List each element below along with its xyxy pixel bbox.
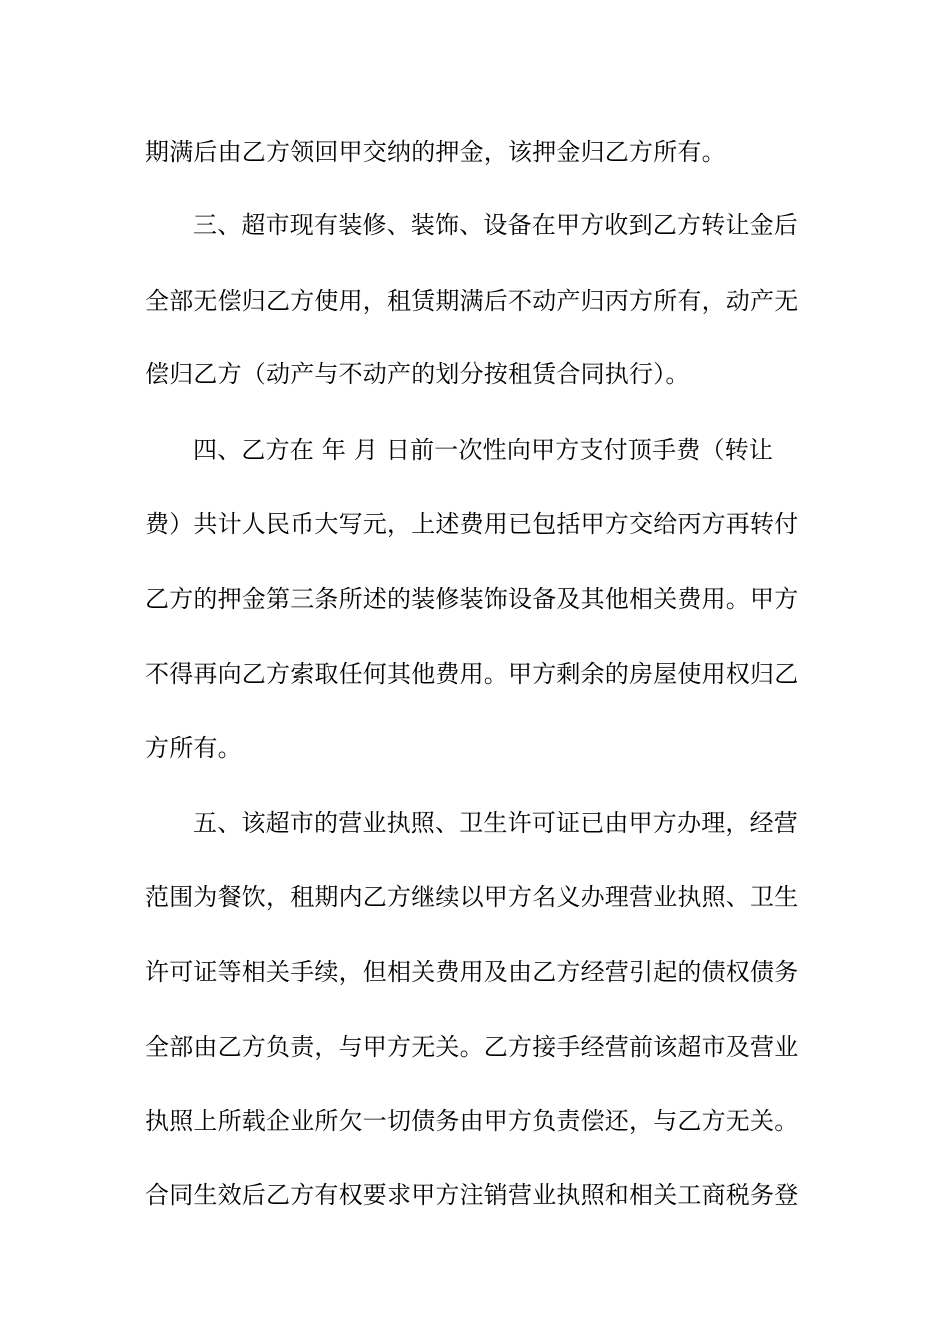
text-line: 方所有。 [145, 734, 242, 762]
text-line: 许可证等相关手续，但相关费用及由乙方经营引起的债权债务 [145, 958, 799, 986]
text-line: 合同生效后乙方有权要求甲方注销营业执照和相关工商税务登 [145, 1181, 799, 1209]
text-line: 三、超市现有装修、装饰、设备在甲方收到乙方转让金后 [193, 211, 798, 239]
text-line: 乙方的押金第三条所述的装修装饰设备及其他相关费用。甲方 [145, 585, 799, 613]
text-line: 四、乙方在 年 月 日前一次性向甲方支付顶手费（转让 [193, 436, 774, 464]
text-line: 范围为餐饮，租期内乙方继续以甲方名义办理营业执照、卫生 [145, 883, 799, 911]
text-line: 五、该超市的营业执照、卫生许可证已由甲方办理，经营 [193, 809, 798, 837]
text-line: 全部由乙方负责，与甲方无关。乙方接手经营前该超市及营业 [145, 1033, 799, 1061]
text-line: 执照上所载企业所欠一切债务由甲方负责偿还，与乙方无关。 [145, 1107, 799, 1135]
text-line: 全部无偿归乙方使用，租赁期满后不动产归丙方所有，动产无 [145, 287, 799, 315]
text-line: 不得再向乙方索取任何其他费用。甲方剩余的房屋使用权归乙 [145, 660, 799, 688]
text-line: 期满后由乙方领回甲交纳的押金，该押金归乙方所有。 [145, 138, 726, 166]
text-line: 费）共计人民币大写元，上述费用已包括甲方交给丙方再转付 [145, 510, 799, 538]
text-line: 偿归乙方（动产与不动产的划分按租赁合同执行）。 [145, 360, 690, 388]
